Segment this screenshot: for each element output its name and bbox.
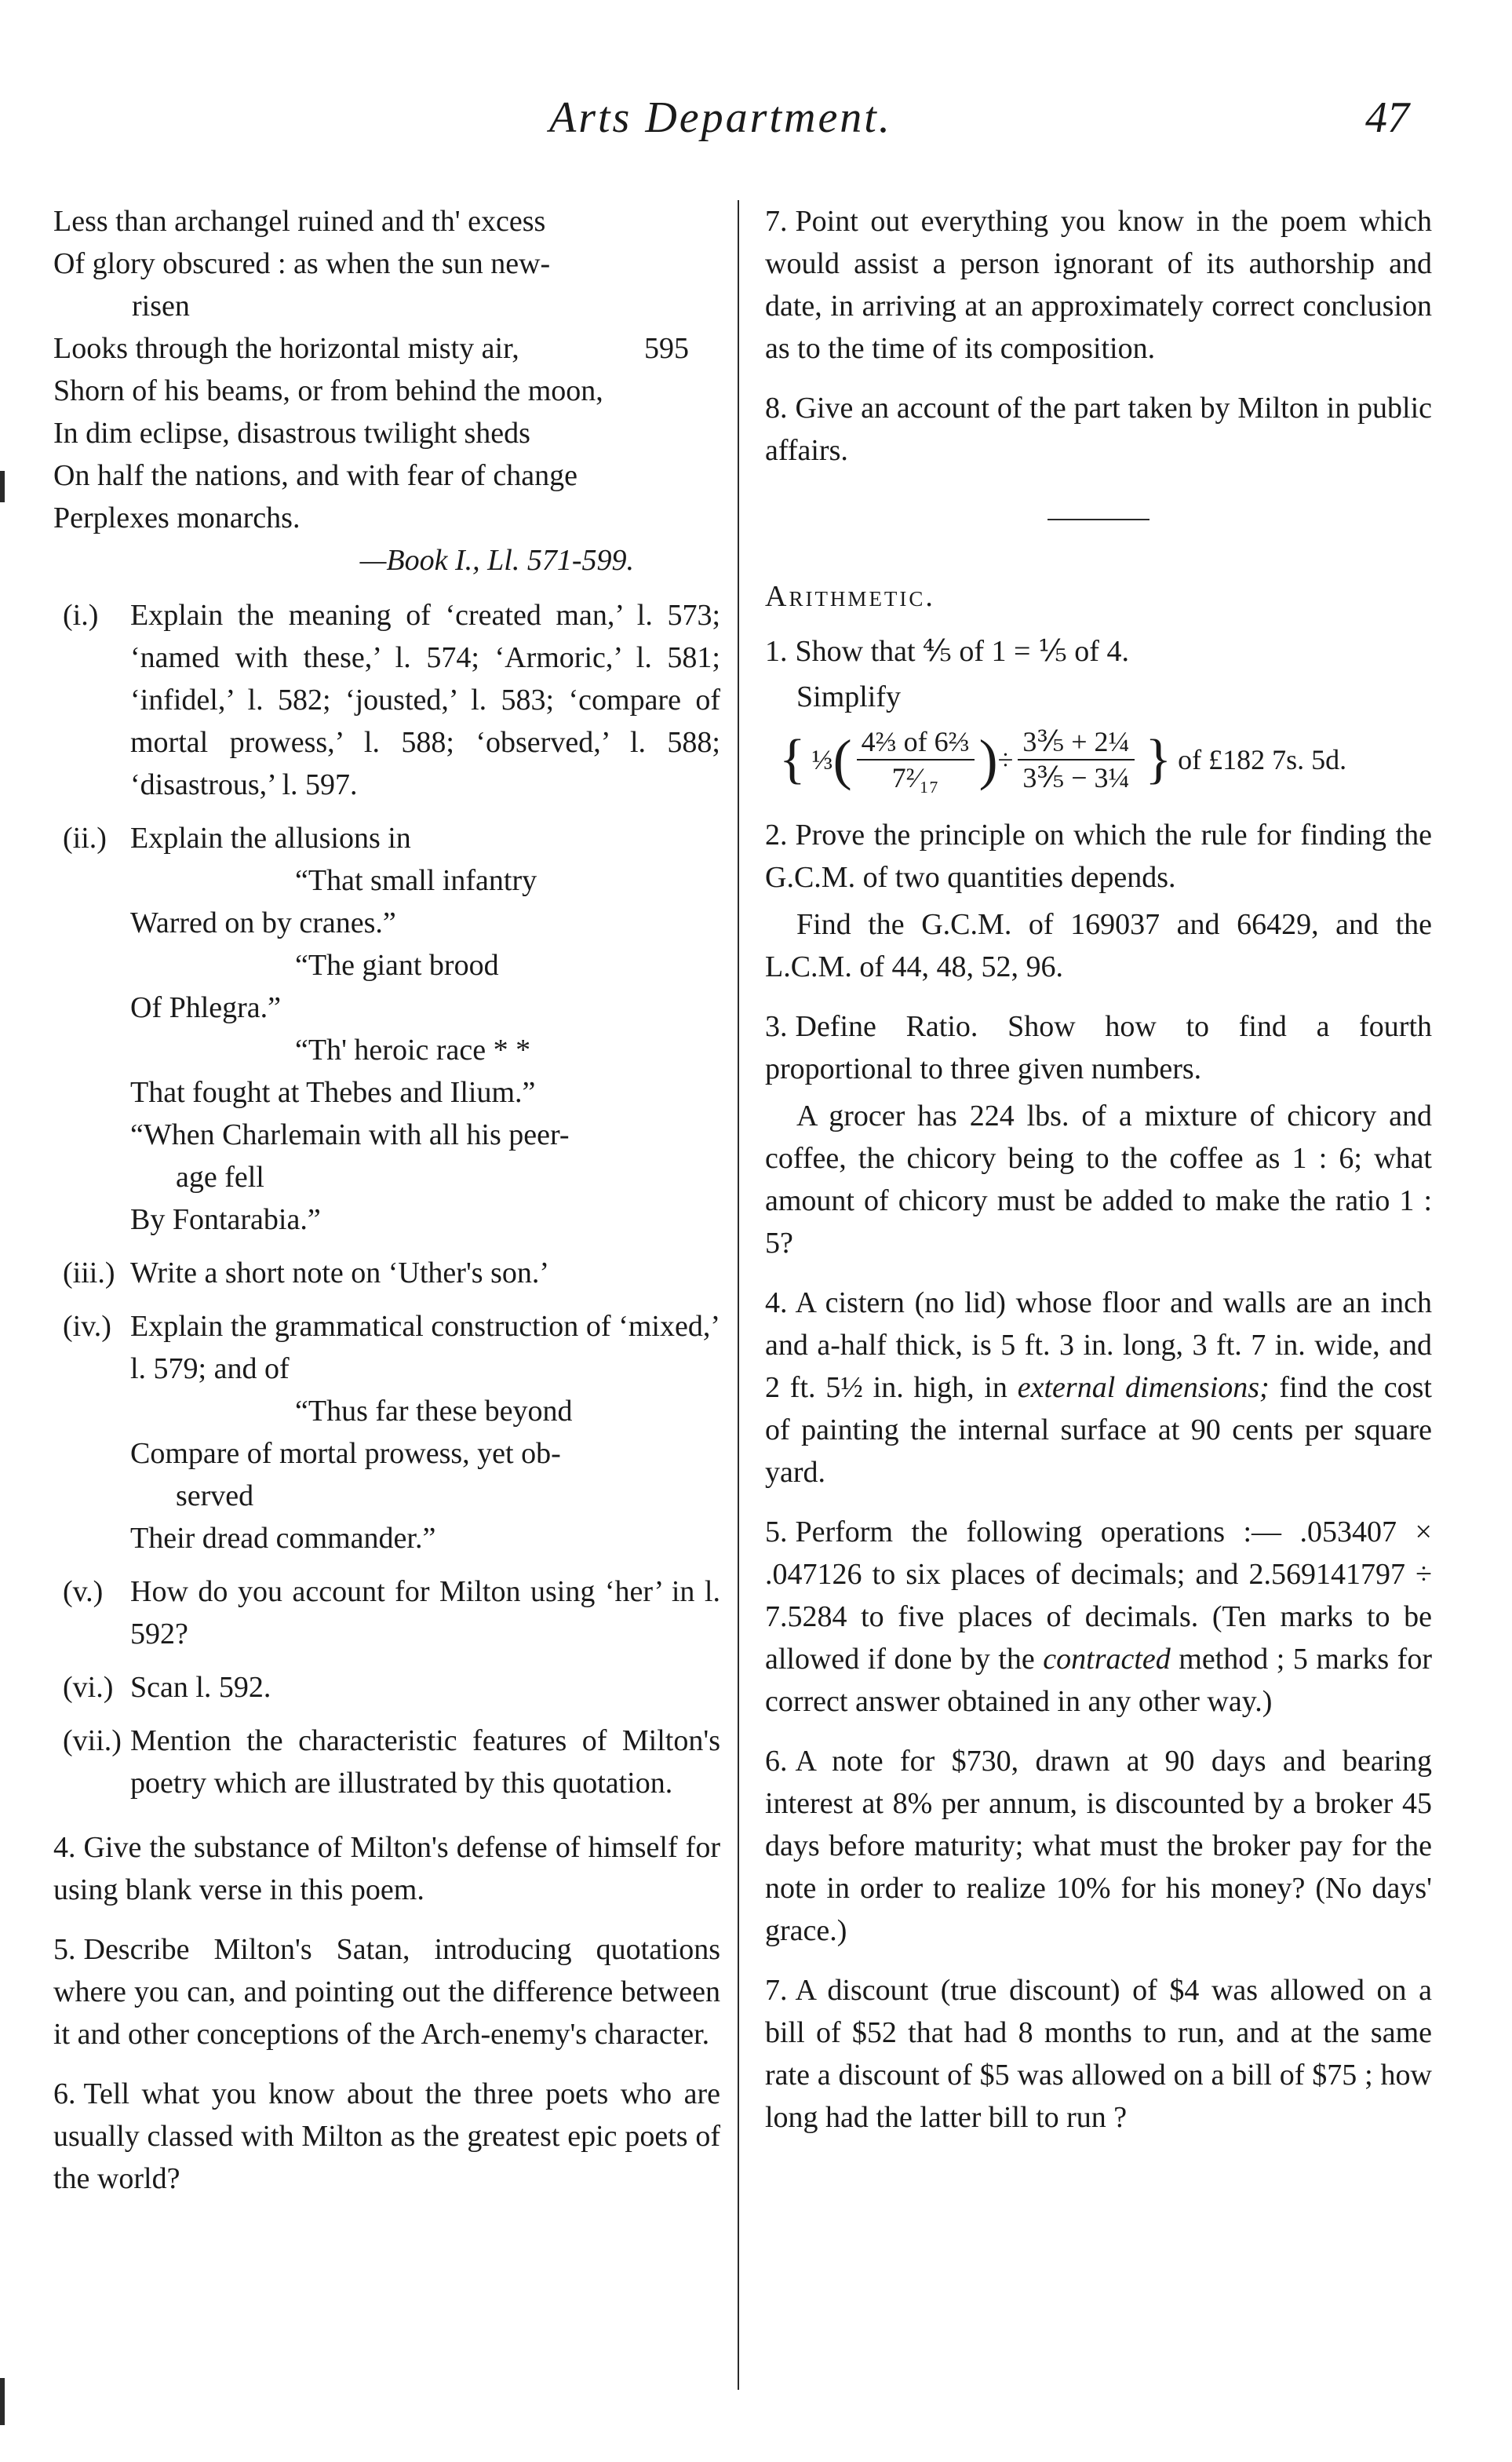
arithmetic-question-3 (765, 1005, 1432, 1090)
sub-question-text: Explain the allusions in (130, 822, 411, 855)
quote-line: Compare of mortal prowess, yet ob- (130, 1437, 561, 1470)
arithmetic-question-2 (765, 814, 1432, 899)
question-number: 6. (765, 1745, 788, 1778)
sub-question-text: Mention the characteristic features of Milton's poetry which are illustrated by this quotation. (130, 1724, 720, 1800)
sub-question-label: (v.) (63, 1575, 104, 1608)
question-text: Give an account of the part taken by Milton in public affairs. (765, 392, 1432, 467)
verse-text: Less than archangel ruined and th' excess (53, 205, 546, 238)
sub-question-text: Explain the meaning of ‘created man,’ l. 573; ‘named with these,’ l. 574; ‘Armoric,’ l. 581; ‘infidel,’ l. 582; ‘jousted,’ l. 583; ‘compare of mortal prowess,’ l. 588; ‘observed,’ l. 588; ‘disastrous,’ l. 597. (130, 599, 720, 801)
sub-question-ii (53, 817, 720, 1241)
question-number: 8. (765, 392, 788, 425)
quote-line: That fought at Thebes and Ilium.” (130, 1076, 536, 1109)
simplify-label: Simplify (796, 680, 902, 713)
construction-quotes (130, 1390, 720, 1559)
question-text: Give the substance of Milton's defense of himself for using blank verse in this poem. (53, 1831, 720, 1906)
question-2-part: Find the G.C.M. of 169037 and 66429, and the L.C.M. of 44, 48, 52, 96. (765, 908, 1432, 983)
question-text: Perform the following operations :— .053407 × .047126 to six places of decimals; and 2.569141797 ÷ 7.5284 to five places of decimals. (Ten marks to be allowed if done by the (765, 1515, 1432, 1676)
margin-mark (0, 2378, 5, 2425)
formula-tail: of £182 7s. 5d. (1178, 744, 1347, 775)
emphasis: contracted (1043, 1643, 1171, 1676)
right-brace: } (1145, 729, 1172, 790)
sub-question-vi (53, 1666, 720, 1709)
left-brace: { (779, 729, 806, 790)
question-number: 2. (765, 819, 788, 852)
question-number: 5. (53, 1933, 76, 1966)
right-paren: ) (978, 728, 998, 791)
question-number: 5. (765, 1515, 788, 1548)
quote-line: “When Charlemain with all his peer- (130, 1118, 570, 1151)
line-number: 595 (644, 332, 689, 365)
verse-quotation (53, 200, 720, 539)
verse-text: risen (132, 290, 190, 323)
verse-text: Shorn of his beams, or from behind the moon, (53, 374, 603, 407)
arithmetic-question-5 (765, 1511, 1432, 1723)
simplify-formula (765, 724, 1432, 795)
question-text: method ; 5 marks for correct answer obtained in any other way.) (765, 1643, 1432, 1718)
question-text: A note for $730, drawn at 90 days and bearing interest at 8% per annum, is discounted by a broker 45 days before maturity; what must the broker pay for the note in order to realize 10% for his money? (No days' grace.) (765, 1745, 1432, 1947)
section-title: Arithmetic. (765, 580, 935, 613)
arithmetic-question-6 (765, 1740, 1432, 1952)
page-header (0, 93, 1512, 163)
sub-question-label: (ii.) (63, 822, 107, 855)
question-text: Prove the principle on which the rule for finding the G.C.M. of two quantities depends. (765, 819, 1432, 894)
sub-question-label: (iii.) (63, 1257, 115, 1289)
verse-line (53, 370, 720, 412)
verse-line (53, 412, 720, 454)
question-5 (53, 1928, 720, 2055)
question-7 (765, 200, 1432, 370)
question-4 (53, 1826, 720, 1911)
quote-line: Their dread commander.” (130, 1522, 436, 1555)
verse-line (53, 454, 720, 497)
arithmetic-question-1 (765, 630, 1432, 673)
sub-question-text: Explain the grammatical construction of ‘mixed,’ l. 579; and of (130, 1310, 720, 1385)
question-text: Point out everything you know in the poem which would assist a person ignorant of its authorship and date, in arriving at an approximately correct conclusion as to the time of its composition. (765, 205, 1432, 365)
sub-question-label: (vii.) (63, 1724, 122, 1757)
sub-question-iii (53, 1252, 720, 1294)
emphasis: external dimensions; (1017, 1371, 1270, 1404)
question-text: Define Ratio. Show how to find a fourth proportional to three given numbers. (765, 1010, 1432, 1085)
question-6 (53, 2073, 720, 2200)
question-8 (765, 387, 1432, 472)
verse-text: Of glory obscured : as when the sun new- (53, 247, 551, 280)
fraction-2-denominator: 3⅗ − 3¼ (1022, 762, 1130, 793)
quote-line: Warred on by cranes.” (130, 906, 396, 939)
question-number: 4. (765, 1286, 788, 1319)
question-text: find the cost of painting the internal surface at 90 cents per square yard. (765, 1371, 1432, 1489)
verse-text: On half the nations, and with fear of change (53, 459, 577, 492)
right-column (765, 200, 1432, 2156)
divide-sign: ÷ (997, 744, 1014, 775)
citation: —Book I., Ll. 571-599. (359, 544, 634, 577)
verse-text: Perplexes monarchs. (53, 502, 301, 534)
quote-line: served (176, 1479, 254, 1512)
quote-line: “Thus far these beyond (295, 1395, 573, 1428)
verse-line (53, 497, 720, 539)
verse-text: Looks through the horizontal misty air, (53, 332, 519, 365)
page-number: 47 (1365, 93, 1409, 142)
sub-question-text: Write a short note on ‘Uther's son.’ (130, 1257, 550, 1289)
sub-question-label: (i.) (63, 599, 99, 632)
question-text: A cistern (no lid) whose floor and walls are an inch and a-half thick, is 5 ft. 3 in. long, 3 ft. 7 in. wide, and 2 ft. 5½ in. high, in (765, 1286, 1432, 1404)
quote-line: By Fontarabia.” (130, 1203, 321, 1236)
column-rule (738, 200, 739, 2390)
section-separator (1047, 519, 1149, 520)
sub-question-i (53, 594, 720, 806)
arithmetic-question-4 (765, 1282, 1432, 1494)
verse-line (53, 200, 720, 243)
verse-line (53, 285, 720, 327)
sub-question-iv (53, 1305, 720, 1559)
sub-question-v (53, 1570, 720, 1655)
question-number: 4. (53, 1831, 76, 1864)
arithmetic-question-7 (765, 1969, 1432, 2139)
question-text: Show that ⅘ of 1 = ⅕ of 4. (795, 635, 1129, 668)
question-text: Tell what you know about the three poets who are usually classed with Milton as the greatest epic poets of the world? (53, 2077, 720, 2195)
question-text: Describe Milton's Satan, introducing quotations where you can, and pointing out the difference between it and other conceptions of the Arch-enemy's character. (53, 1933, 720, 2051)
sub-question-text: How do you account for Milton using ‘her’ in l. 592? (130, 1575, 720, 1650)
left-paren: ( (833, 728, 852, 791)
quote-line: “The giant brood (295, 949, 499, 982)
sub-question-vii (53, 1720, 720, 1804)
fraction-1-numerator: 4⅔ of 6⅔ (857, 724, 975, 760)
question-number: 6. (53, 2077, 76, 2110)
question-text: A discount (true discount) of $4 was allowed on a bill of $52 that had 8 months to run, and at the same rate a discount of $5 was allowed on a bill of $75 ; how long had the latter bill to run ? (765, 1974, 1432, 2134)
question-number: 7. (765, 205, 788, 238)
verse-line (53, 243, 720, 285)
quote-line: Of Phlegra.” (130, 991, 282, 1024)
fraction-2 (1018, 724, 1134, 795)
question-number: 3. (765, 1010, 788, 1043)
fraction-1-denominator: 7²⁄₁₇ (891, 762, 939, 793)
fraction-1 (857, 724, 975, 795)
quote-line: “Th' heroic race * * (295, 1034, 531, 1067)
question-3-part: A grocer has 224 lbs. of a mixture of chicory and coffee, the chicory being to the coffee as 1 : 6; what amount of chicory must be added to make the ratio 1 : 5? (765, 1100, 1432, 1260)
allusion-quotes (130, 859, 720, 1241)
left-column (53, 200, 720, 2217)
quote-line: “That small infantry (295, 864, 537, 897)
margin-mark (0, 471, 5, 502)
question-number: 7. (765, 1974, 788, 2007)
sub-question-label: (vi.) (63, 1671, 114, 1704)
verse-text: In dim eclipse, disastrous twilight sheds (53, 417, 530, 450)
question-number: 1. (765, 635, 788, 668)
fraction-2-numerator: 3⅗ + 2¼ (1018, 724, 1134, 760)
sub-question-text: Scan l. 592. (130, 1671, 271, 1704)
running-head: Arts Department. (549, 93, 892, 142)
sub-question-label: (iv.) (63, 1310, 111, 1343)
verse-line (53, 327, 720, 370)
one-third: ⅓ (811, 744, 833, 775)
quote-line: age fell (176, 1161, 264, 1194)
